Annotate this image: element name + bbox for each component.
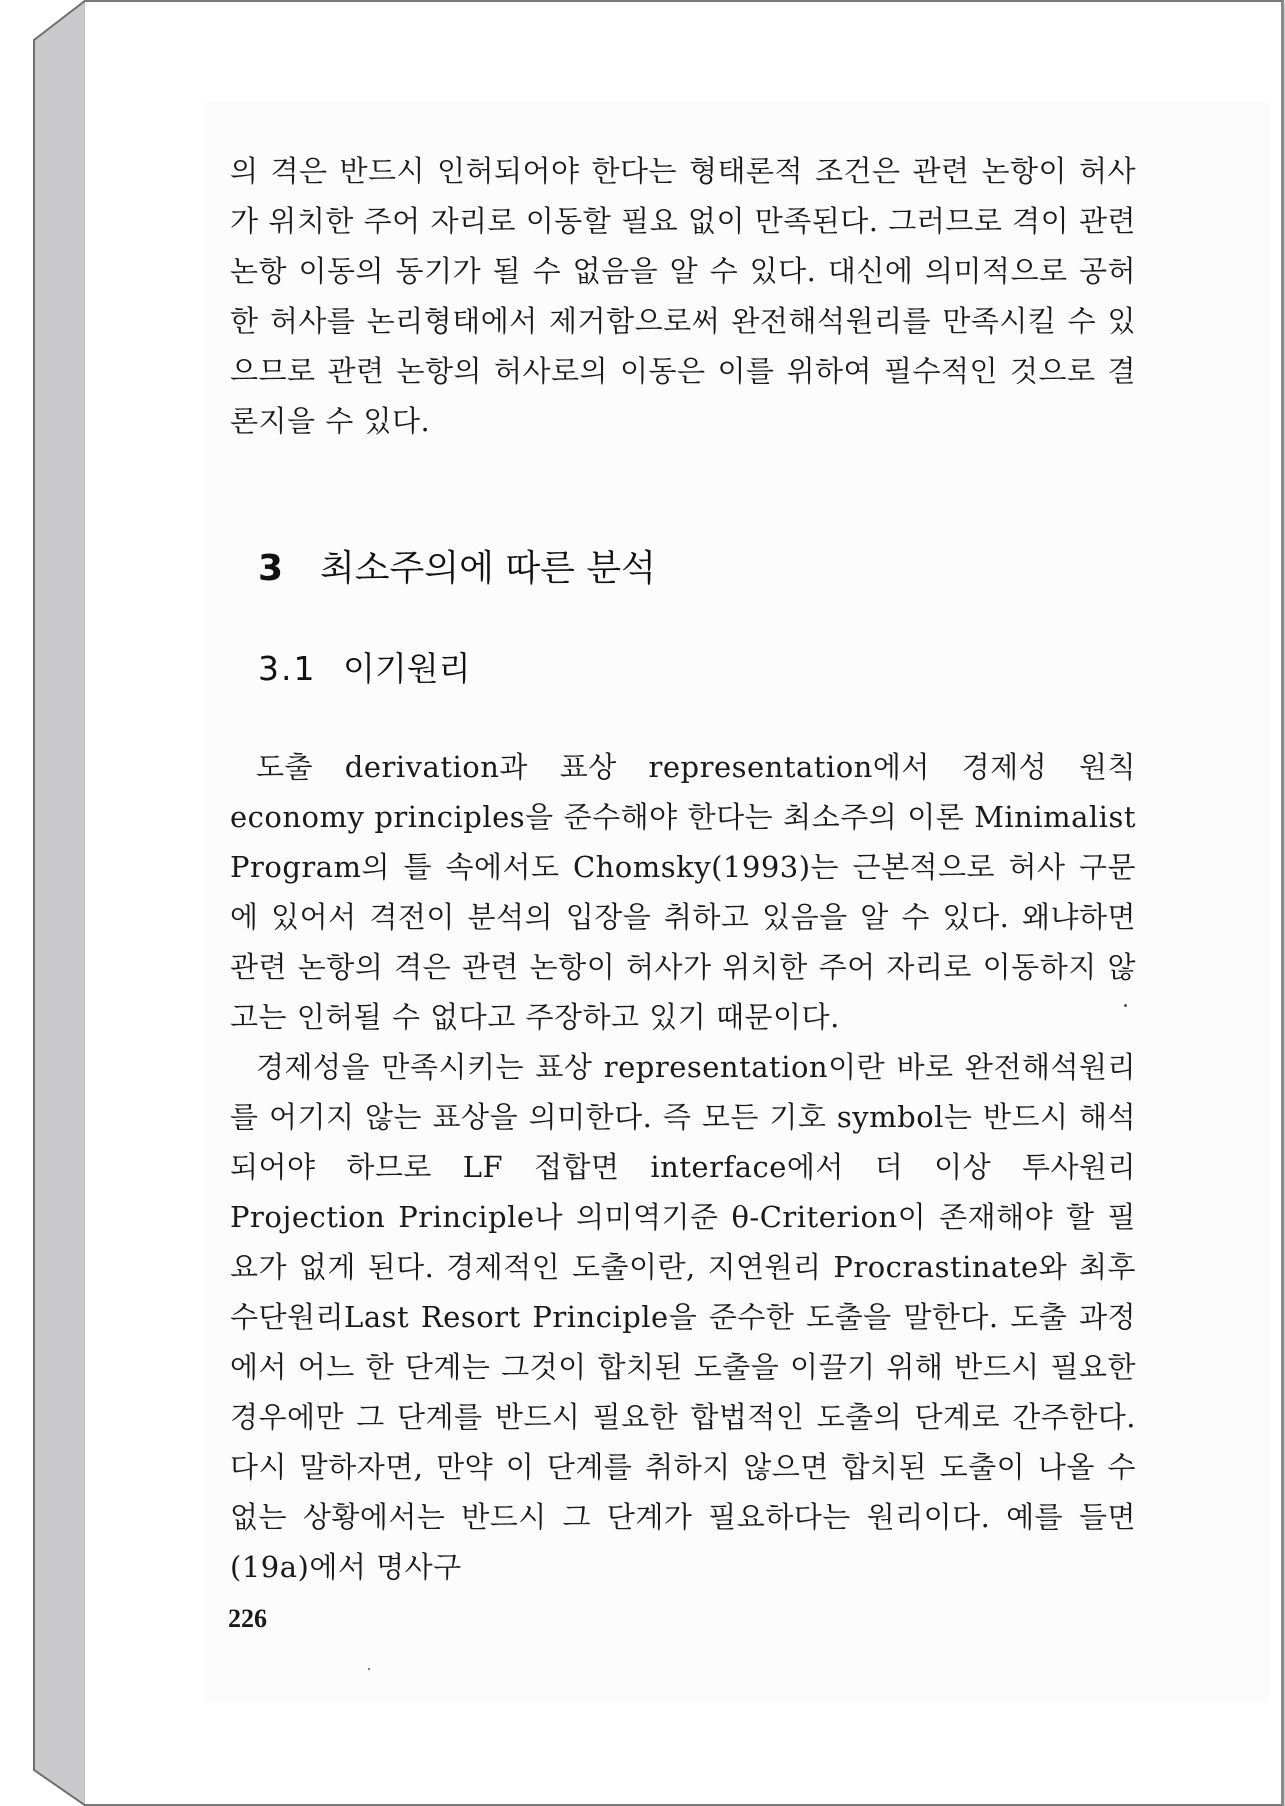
book-spine — [0, 0, 86, 1806]
subsection-title: 이기원리 — [343, 649, 471, 688]
page-number: 226 — [228, 1604, 267, 1633]
body-paragraph: 도출 derivation과 표상 representation에서 경제성 원칙 economy principles을 준수해야 한다는 최소주의 이론 Minimalist Program의 틀 속에서도 Chomsky(1993)는 근본적으로 허사 구문에 있어서 격전이 분석의 입장을 취하고 있음을 알 수 있다. 왜냐하면 관련 논항의 격은 관련 논항이 허사가 위치한 주어 자리로 이동하지 않고는 인허될 수 없다고 주장하고 있기 때문이다. — [230, 750, 1136, 1034]
scan-speck — [368, 1668, 370, 1670]
body-paragraph-block — [230, 742, 1136, 1592]
subsection-number: 3.1 — [258, 649, 317, 688]
paragraph-continuation: 의 격은 반드시 인허되어야 한다는 형태론적 조건은 관련 논항이 허사가 위치한 주어 자리로 이동할 필요 없이 만족된다. 그러므로 격이 관련 논항 이동의 동기가 될 수 없음을 알 수 있다. 대신에 의미적으로 공허한 허사를 논리형태에서 제거함으로써 완전해석원리를 만족시킬 수 있으므로 관련 논항의 허사로의 이동은 이를 위하여 필수적인 것으로 결론지을 수 있다. — [230, 154, 1136, 438]
top-paragraph-block — [230, 146, 1136, 446]
section-title: 최소주의에 따른 분석 — [320, 548, 656, 589]
subsection-heading — [258, 643, 471, 690]
scan-speck — [1124, 1004, 1127, 1007]
body-paragraph: 경제성을 만족시키는 표상 representation이란 바로 완전해석원리를 어기지 않는 표상을 의미한다. 즉 모든 기호 symbol는 반드시 해석되어야 하므로 LF 접합면 interface에서 더 이상 투사원리 Projection Principle나 의미역기준 θ-Criterion이 존재해야 할 필요가 없게 된다. 경제적인 도출이란, 지연원리 Procrastinate와 최후수단원리Last Resort Principle을 준수한 도출을 말한다. 도출 과정에서 어느 한 단계는 그것이 합치된 도출을 이끌기 위해 반드시 필요한 경우에만 그 단계를 반드시 필요한 합법적인 도출의 단계로 간주한다. 다시 말하자면, 만약 이 단계를 취하지 않으면 합치된 도출이 나올 수 없는 상황에서는 반드시 그 단계가 필요하다는 원리이다. 예를 들면 (19a)에서 명사구 — [230, 1050, 1136, 1584]
section-number: 3 — [258, 548, 284, 589]
section-heading — [258, 540, 656, 591]
